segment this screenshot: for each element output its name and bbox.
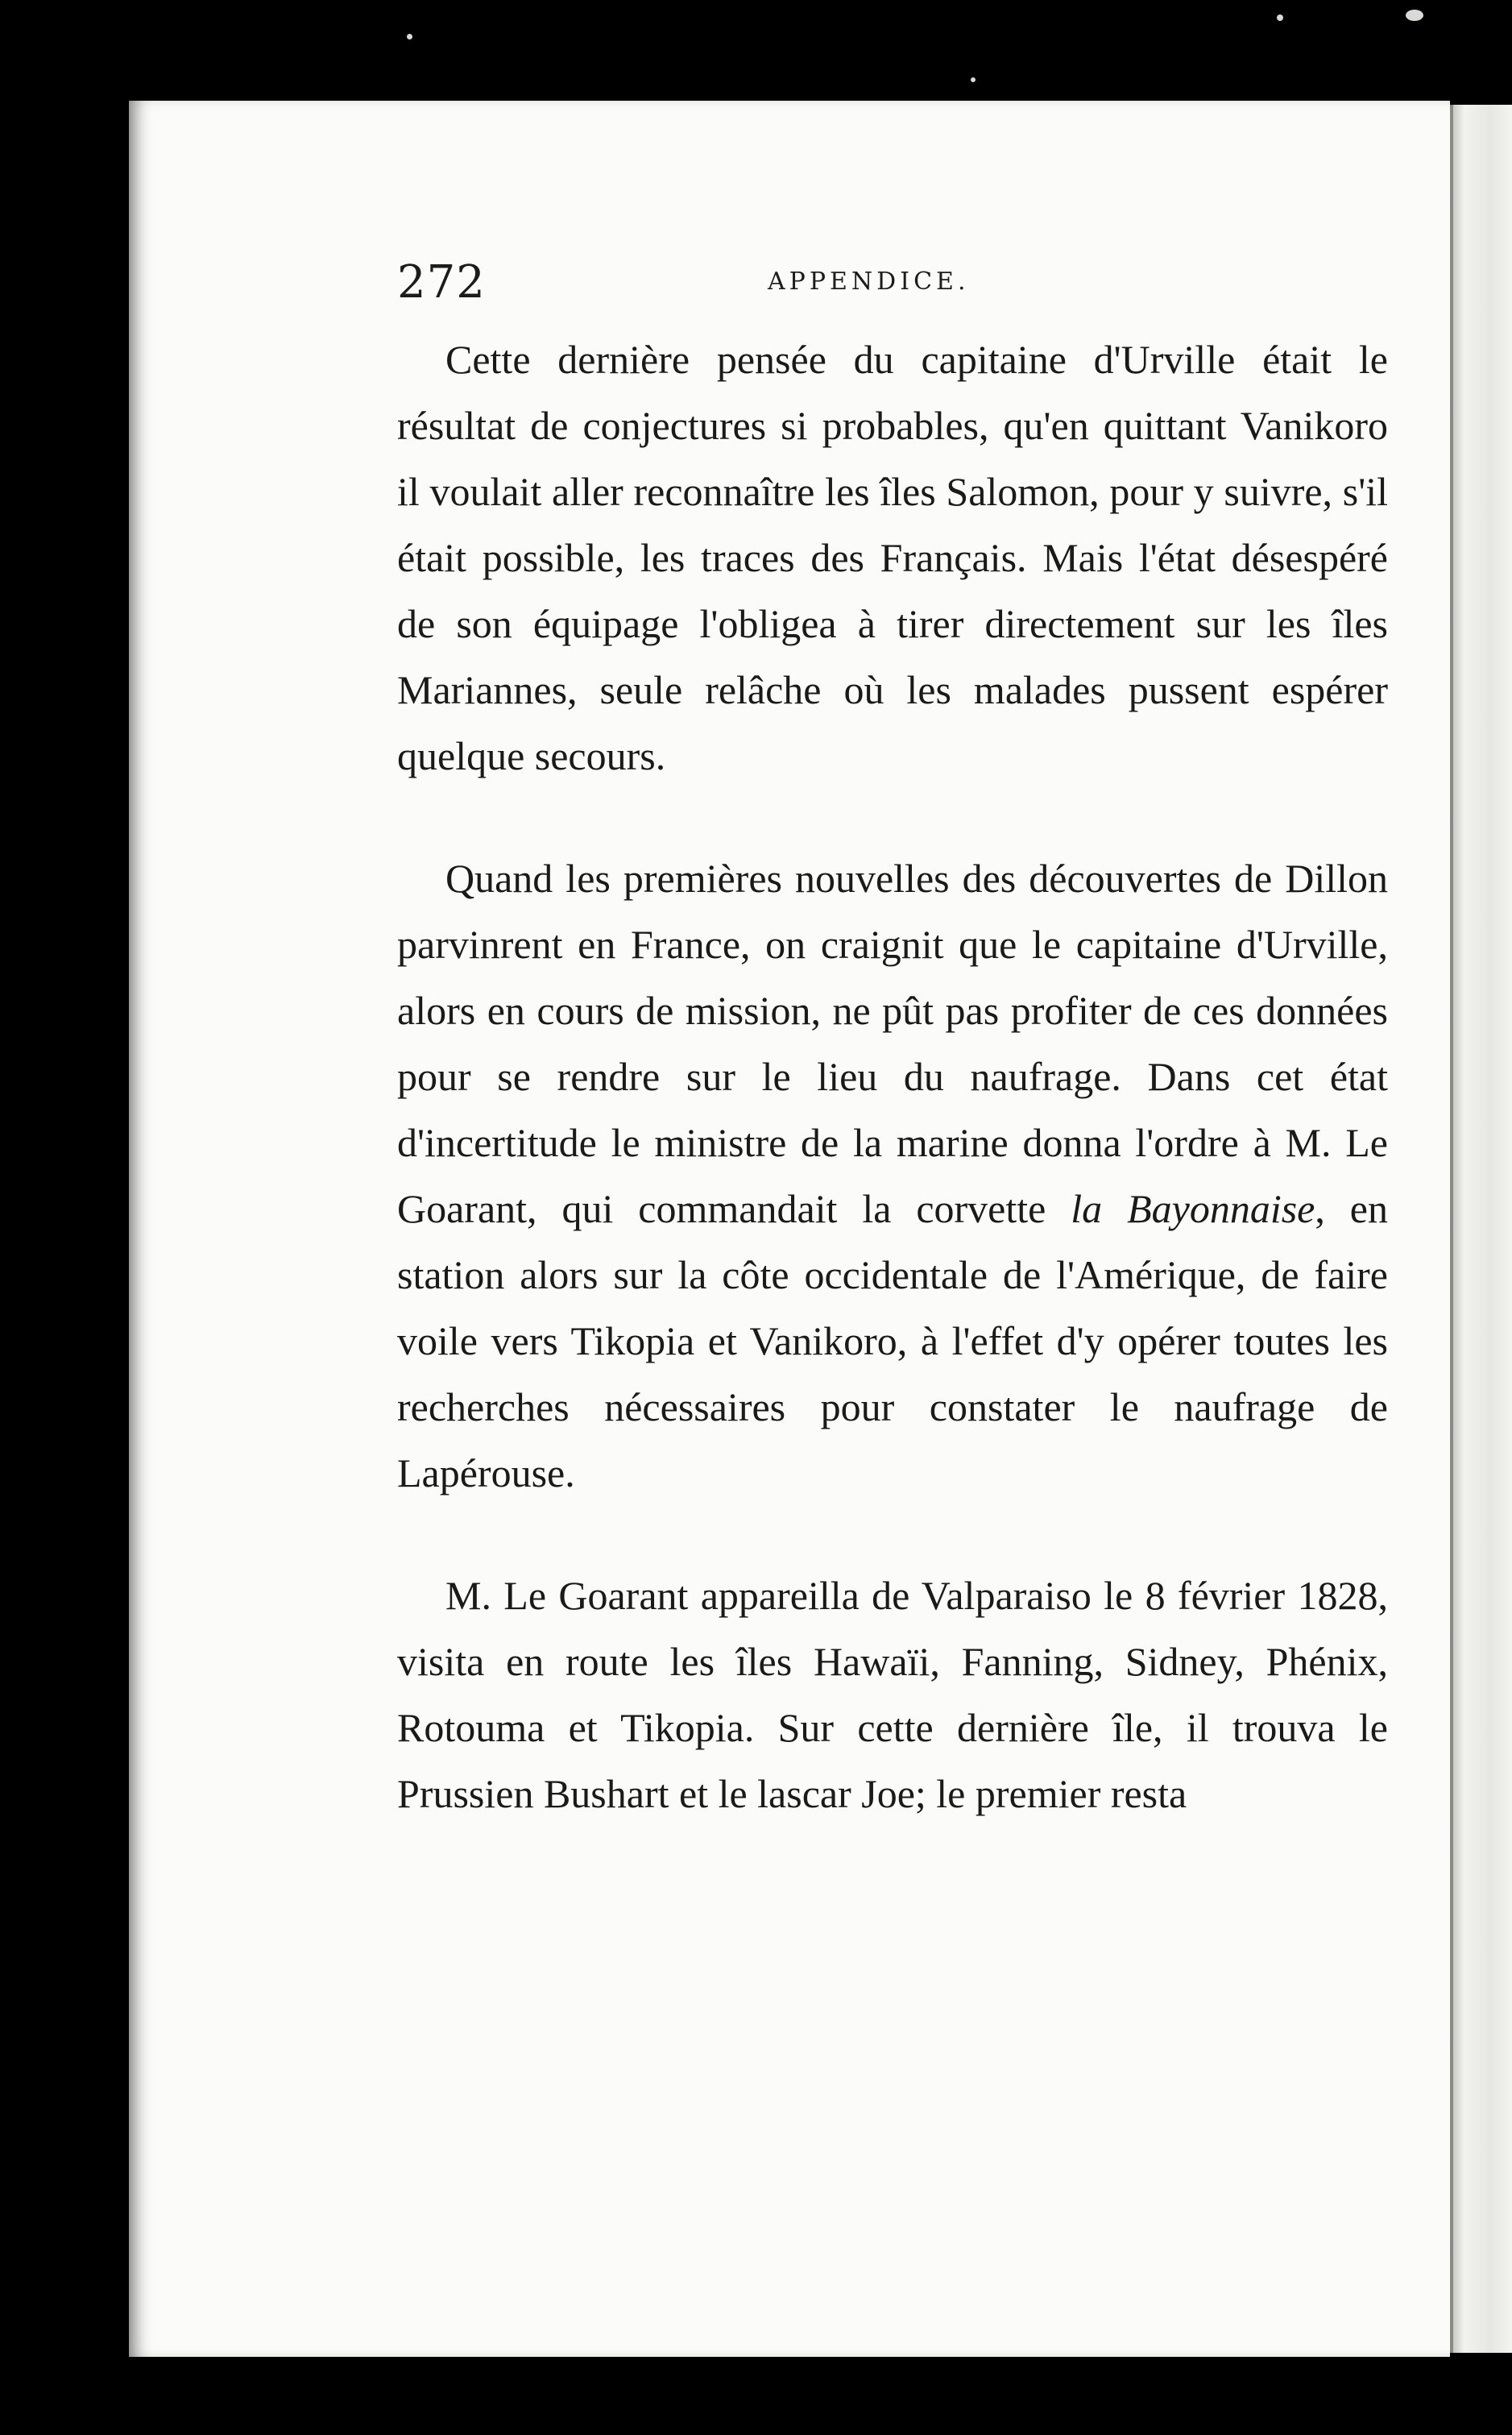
dust-speck (971, 77, 976, 82)
ship-name: la Bayonnaise (1071, 1186, 1315, 1231)
dust-speck (1406, 10, 1423, 21)
paragraph-1: Cette dernière pensée du capitaine d'Urville était le résultat de conjectures si probables, qu'en quittant Vanikoro il voulait aller reconnaître les îles Salomon, pour y suivre, s'il était possible, les traces des Français. Mais l'état désespéré de son équipage l'obligea à tirer directement sur les îles Mariannes, seule relâche où les malades pussent espérer quelque secours. (397, 337, 1388, 778)
paragraph-2 (397, 845, 1388, 1506)
dust-speck (1277, 15, 1283, 21)
paragraph-2-after: , en station alors sur la côte occidentale de l'Amérique, de faire voile vers Tikopia et Vanikoro, à l'effet d'y opérer toutes les recherches nécessaires pour constater le naufrage de Lapérouse. (397, 1186, 1388, 1495)
page-number: 272 (397, 256, 486, 309)
paragraph-3: M. Le Goarant appareilla de Valparaiso le 8 février 1828, visita en route les îles Hawaïi, Fanning, Sidney, Phénix, Rotouma et Tikopia. Sur cette dernière île, il trouva le Prussien Bushart et le lascar Joe; le premier resta (397, 1573, 1388, 1816)
facing-page-edge (1450, 105, 1512, 2353)
page-header (397, 256, 1388, 321)
dust-speck (407, 34, 412, 39)
running-head: APPENDICE. (768, 268, 970, 296)
body-text (397, 326, 1388, 1827)
paragraph-2-before: Quand les premières nouvelles des découvertes de Dillon parvinrent en France, on craignit que le capitaine d'Urville, alors en cours de mission, ne pût pas profiter de ces données pour se rendre sur le lieu du naufrage. Dans cet état d'incertitude le ministre de la marine donna l'ordre à M. Le Goarant, qui commandait la corvette (397, 856, 1388, 1231)
